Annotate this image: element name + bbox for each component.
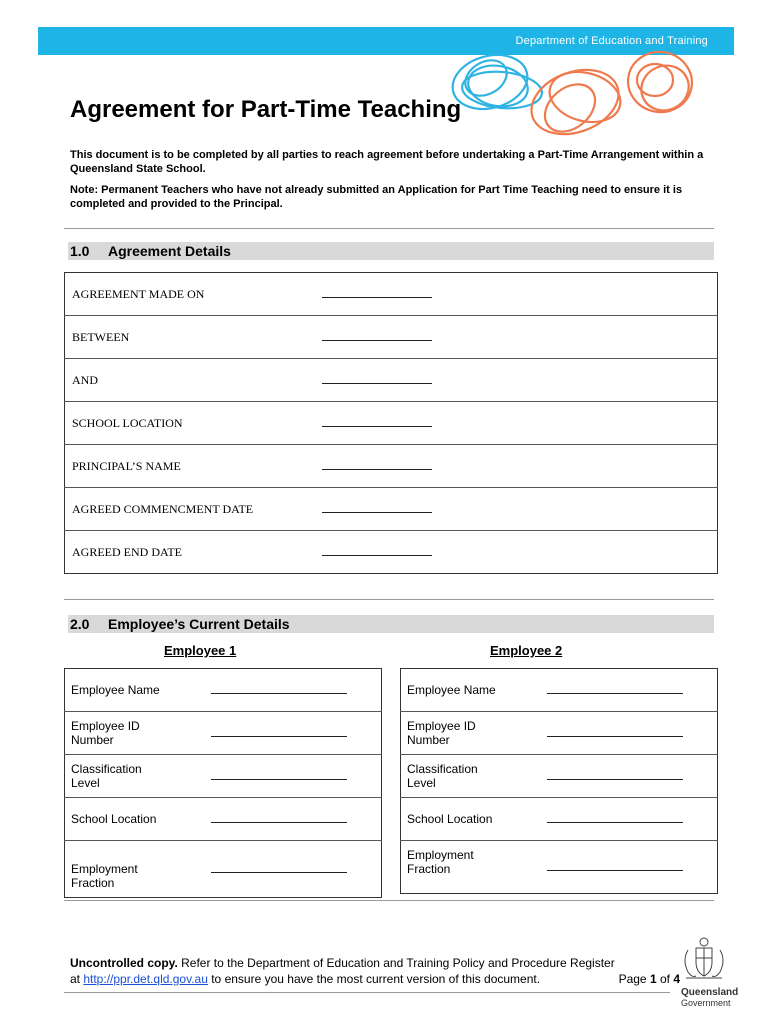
section-title: Agreement Details	[108, 243, 231, 259]
employee-1-location-field[interactable]	[211, 798, 382, 841]
table-row	[65, 669, 382, 712]
section-heading-employee	[68, 615, 714, 633]
employee-2-location-field[interactable]	[547, 798, 718, 841]
section-heading-agreement	[68, 242, 714, 260]
table-row	[65, 841, 382, 898]
table-row	[65, 445, 718, 488]
employee-2-id-field[interactable]	[547, 712, 718, 755]
intro-text	[70, 148, 720, 218]
field-label: PRINCIPAL’S NAME	[65, 445, 323, 488]
employee-2-classification-field[interactable]	[547, 755, 718, 798]
agreement-details-table	[64, 272, 718, 574]
field-label: AGREEMENT MADE ON	[65, 273, 323, 316]
divider	[64, 599, 714, 600]
field-label: Employee Name	[401, 669, 548, 712]
divider	[64, 900, 714, 901]
table-row	[401, 669, 718, 712]
queensland-government-logo: Queensland Government	[681, 987, 739, 1008]
page-number: Page 1 of 4	[618, 972, 680, 986]
and-field[interactable]	[322, 359, 718, 402]
employee-2-fraction-field[interactable]	[547, 841, 718, 894]
field-label: AND	[65, 359, 323, 402]
table-row	[401, 712, 718, 755]
section-number: 1.0	[70, 243, 90, 259]
table-row	[65, 402, 718, 445]
table-row	[65, 359, 718, 402]
table-row	[65, 755, 382, 798]
policy-register-link[interactable]: http://ppr.det.qld.gov.au	[83, 972, 208, 986]
field-label: AGREED END DATE	[72, 544, 182, 559]
end-date-field[interactable]	[322, 531, 718, 574]
field-label: Employment Fraction	[71, 862, 138, 890]
section-title: Employee’s Current Details	[108, 616, 290, 632]
divider	[64, 992, 670, 993]
field-label: School Location	[401, 798, 548, 841]
field-label: Employee ID Number	[65, 712, 212, 755]
employee-2-name-field[interactable]	[547, 669, 718, 712]
table-row	[65, 273, 718, 316]
document-title: Agreement for Part-Time Teaching	[70, 96, 462, 123]
field-label: Employee ID Number	[401, 712, 548, 755]
employee-1-heading: Employee 1	[164, 643, 237, 658]
employee-1-classification-field[interactable]	[211, 755, 382, 798]
table-row	[65, 798, 382, 841]
field-label: BETWEEN	[65, 316, 323, 359]
department-name: Department of Education and Training	[515, 35, 708, 47]
queensland-crest-icon	[676, 934, 732, 986]
footer-line-1: Uncontrolled copy. Refer to the Department of Education and Training Policy and Procedure Register	[70, 956, 615, 970]
school-location-field[interactable]	[322, 402, 718, 445]
table-row	[401, 755, 718, 798]
employee-1-name-field[interactable]	[211, 669, 382, 712]
field-label: Employee Name	[65, 669, 212, 712]
employee-2-table	[400, 668, 718, 894]
employee-1-fraction-field[interactable]	[211, 841, 382, 898]
intro-note: Note: Permanent Teachers who have not already submitted an Application for Part Time Teaching need to ensure it is completed and provided to the Principal.	[70, 184, 683, 210]
footer-notice	[70, 955, 680, 987]
principal-name-field[interactable]	[322, 445, 718, 488]
field-label: Employment Fraction	[407, 848, 474, 876]
employee-2-heading: Employee 2	[490, 643, 563, 658]
divider	[64, 228, 714, 229]
table-row	[65, 488, 718, 531]
employee-1-id-field[interactable]	[211, 712, 382, 755]
field-label: AGREED COMMENCMENT DATE	[65, 488, 323, 531]
field-label: SCHOOL LOCATION	[65, 402, 323, 445]
employee-1-table	[64, 668, 382, 898]
table-row	[65, 316, 718, 359]
section-number: 2.0	[70, 616, 90, 632]
table-row	[401, 841, 718, 894]
field-label: Classification Level	[401, 755, 548, 798]
table-row	[65, 531, 718, 574]
intro-paragraph: This document is to be completed by all parties to reach agreement before undertaking a Part-Time Arrangement within a Queensland State School.	[70, 149, 704, 175]
agreement-date-field[interactable]	[322, 273, 718, 316]
between-field[interactable]	[322, 316, 718, 359]
commencement-date-field[interactable]	[322, 488, 718, 531]
table-row	[401, 798, 718, 841]
field-label: School Location	[65, 798, 212, 841]
footer-line-2: at http://ppr.det.qld.gov.au to ensure you have the most current version of this document.	[70, 972, 541, 986]
table-row	[65, 712, 382, 755]
field-label: Classification Level	[65, 755, 212, 798]
